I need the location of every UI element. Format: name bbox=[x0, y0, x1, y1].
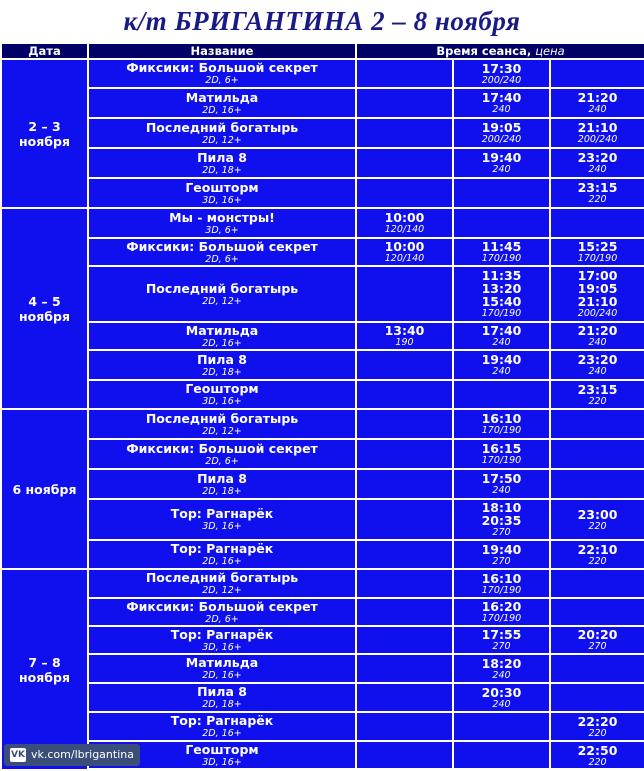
movie-title: Фиксики: Большой секрет bbox=[126, 440, 318, 456]
movie-cell bbox=[88, 178, 356, 208]
movie-format: 2D, 16+ bbox=[202, 670, 242, 681]
ticket-price: 170/190 bbox=[577, 253, 618, 264]
movie-title: Матильда bbox=[185, 655, 259, 670]
showtime-cell bbox=[453, 741, 550, 770]
showtime-cell bbox=[550, 178, 644, 208]
table-row bbox=[1, 380, 644, 409]
movie-title: Тор: Рагнарёк bbox=[170, 541, 274, 556]
showtime-cell bbox=[453, 238, 550, 266]
column-header-name: Название bbox=[88, 43, 356, 59]
movie-title: Тор: Рагнарёк bbox=[170, 713, 274, 728]
movie-title: Фиксики: Большой секрет bbox=[126, 598, 318, 614]
movie-cell bbox=[88, 266, 356, 322]
ticket-price: 220 bbox=[588, 395, 607, 407]
showtime-cell bbox=[550, 208, 644, 238]
ticket-price: 240 bbox=[492, 104, 511, 115]
movie-cell bbox=[88, 683, 356, 712]
showtime-cell bbox=[550, 741, 644, 770]
showtime-cell bbox=[550, 59, 644, 88]
showtime-cell bbox=[550, 569, 644, 598]
vk-link-text: vk.com/lbrigantina bbox=[31, 748, 134, 761]
showtime: 19:40 bbox=[481, 541, 522, 557]
showtime-cell bbox=[550, 712, 644, 741]
movie-cell bbox=[88, 439, 356, 469]
showtime: 13:20 bbox=[481, 281, 522, 296]
movie-format: 2D, 18+ bbox=[202, 485, 242, 497]
showtime-cell bbox=[356, 469, 453, 499]
table-row bbox=[1, 569, 644, 598]
showtime-cell bbox=[356, 148, 453, 178]
table-row bbox=[1, 540, 644, 569]
header-row bbox=[1, 43, 644, 59]
column-header-time bbox=[356, 43, 644, 59]
ticket-price: 240 bbox=[588, 164, 607, 175]
ticket-price: 240 bbox=[588, 366, 607, 377]
showtime: 16:20 bbox=[481, 599, 522, 614]
table-row bbox=[1, 59, 644, 88]
ticket-price: 170/190 bbox=[481, 584, 522, 596]
showtime: 13:40 bbox=[384, 323, 425, 338]
movie-cell bbox=[88, 59, 356, 88]
showtime: 11:35 bbox=[481, 268, 522, 283]
column-header-time-hint: цена bbox=[535, 44, 565, 58]
showtime-cell bbox=[356, 88, 453, 118]
showtime: 17:30 bbox=[481, 60, 522, 76]
showtime-cell bbox=[550, 322, 644, 350]
movie-title: Пила 8 bbox=[197, 149, 247, 165]
showtime-cell bbox=[453, 409, 550, 439]
movie-format: 2D, 16+ bbox=[202, 104, 242, 116]
ticket-price: 170/190 bbox=[481, 425, 522, 436]
movie-title: Пила 8 bbox=[197, 684, 247, 699]
showtime-cell bbox=[550, 118, 644, 148]
movie-cell bbox=[88, 469, 356, 499]
showtime-cell bbox=[356, 59, 453, 88]
ticket-price: 220 bbox=[588, 194, 607, 205]
ticket-price: 240 bbox=[588, 104, 607, 115]
movie-title: Тор: Рагнарёк bbox=[170, 626, 274, 642]
movie-title: Мы - монстры! bbox=[169, 209, 275, 225]
ticket-price: 220 bbox=[588, 727, 607, 739]
showtime: 19:05 bbox=[481, 120, 522, 135]
showtime: 20:20 bbox=[577, 627, 618, 642]
movie-title: Пила 8 bbox=[197, 351, 247, 367]
showtime: 20:35 bbox=[481, 513, 522, 528]
showtime-cell bbox=[356, 683, 453, 712]
page-title: к/т БРИГАНТИНА 2 – 8 ноября bbox=[123, 6, 521, 36]
showtime-cell bbox=[550, 439, 644, 469]
showtime-cell bbox=[356, 178, 453, 208]
showtime: 18:10 bbox=[481, 500, 522, 515]
showtime-cell bbox=[550, 654, 644, 683]
movie-format: 3D, 6+ bbox=[205, 224, 239, 236]
movie-title: Геошторм bbox=[185, 179, 259, 195]
ticket-price: 220 bbox=[588, 756, 607, 768]
showtime-cell bbox=[453, 439, 550, 469]
movie-cell bbox=[88, 350, 356, 380]
showtime-cell bbox=[356, 409, 453, 439]
movie-cell bbox=[88, 712, 356, 741]
showtime-cell bbox=[453, 654, 550, 683]
movie-cell bbox=[88, 118, 356, 148]
showtime-cell bbox=[356, 380, 453, 409]
showtime: 22:50 bbox=[577, 742, 618, 758]
movie-format: 2D, 16+ bbox=[202, 556, 242, 567]
showtime-cell bbox=[356, 598, 453, 626]
ticket-price: 240 bbox=[492, 366, 511, 377]
table-row bbox=[1, 208, 644, 238]
showtime-cell bbox=[550, 148, 644, 178]
showtime: 23:15 bbox=[577, 381, 618, 397]
schedule-sheet bbox=[0, 42, 644, 768]
table-row bbox=[1, 178, 644, 208]
table-row bbox=[1, 238, 644, 266]
ticket-price: 240 bbox=[492, 164, 511, 175]
showtime-cell bbox=[356, 350, 453, 380]
movie-format: 3D, 16+ bbox=[202, 641, 242, 653]
ticket-price: 270 bbox=[492, 555, 511, 567]
ticket-price: 120/140 bbox=[384, 224, 425, 235]
movie-format: 2D, 16+ bbox=[202, 728, 242, 739]
showtime-cell bbox=[453, 499, 550, 540]
showtime: 19:05 bbox=[577, 281, 618, 296]
showtime: 19:40 bbox=[481, 150, 522, 165]
showtime: 15:25 bbox=[577, 239, 618, 254]
table-row bbox=[1, 499, 644, 540]
showtime-cell bbox=[453, 469, 550, 499]
showtime-cell bbox=[453, 88, 550, 118]
movie-cell bbox=[88, 569, 356, 598]
showtime: 17:40 bbox=[481, 90, 522, 105]
movie-cell bbox=[88, 380, 356, 409]
table-row bbox=[1, 712, 644, 741]
ticket-price: 170/190 bbox=[481, 308, 522, 319]
schedule-table bbox=[0, 42, 644, 771]
showtime-cell bbox=[453, 350, 550, 380]
table-row bbox=[1, 439, 644, 469]
movie-title: Последний богатырь bbox=[145, 570, 299, 585]
movie-format: 2D, 18+ bbox=[202, 699, 242, 710]
movie-title: Последний богатырь bbox=[145, 410, 299, 426]
movie-title: Последний богатырь bbox=[145, 119, 299, 135]
movie-format: 2D, 6+ bbox=[205, 455, 239, 467]
showtime-cell bbox=[453, 598, 550, 626]
movie-cell bbox=[88, 88, 356, 118]
movie-title: Последний богатырь bbox=[145, 280, 299, 296]
date-cell: 7 – 8 ноября bbox=[1, 569, 88, 770]
showtime: 10:00 bbox=[384, 239, 425, 254]
showtime: 17:40 bbox=[481, 323, 522, 338]
showtime-cell bbox=[453, 322, 550, 350]
column-header-time-label: Время сеанса, bbox=[436, 44, 532, 58]
showtime: 15:40 bbox=[481, 294, 522, 309]
showtime: 20:30 bbox=[481, 684, 522, 700]
movie-title: Тор: Рагнарёк bbox=[170, 506, 274, 521]
ticket-price: 270 bbox=[492, 641, 511, 652]
ticket-price: 240 bbox=[492, 337, 511, 348]
ticket-price: 240 bbox=[492, 669, 511, 681]
showtime-cell bbox=[453, 148, 550, 178]
movie-cell bbox=[88, 540, 356, 569]
showtime-cell bbox=[550, 683, 644, 712]
movie-format: 2D, 12+ bbox=[202, 425, 242, 437]
showtime: 23:15 bbox=[577, 180, 618, 195]
table-row bbox=[1, 683, 644, 712]
ticket-price: 170/190 bbox=[481, 253, 522, 264]
showtime: 10:00 bbox=[384, 210, 425, 225]
showtime-cell bbox=[453, 118, 550, 148]
movie-cell bbox=[88, 238, 356, 266]
showtime-cell bbox=[356, 118, 453, 148]
showtime: 21:10 bbox=[577, 294, 618, 309]
column-header-date: Дата bbox=[1, 43, 88, 59]
table-row bbox=[1, 654, 644, 683]
showtime: 21:10 bbox=[577, 120, 618, 135]
showtime: 17:55 bbox=[481, 627, 522, 642]
showtime: 22:20 bbox=[577, 713, 618, 729]
showtime: 17:00 bbox=[577, 268, 618, 283]
showtime: 18:20 bbox=[481, 655, 522, 671]
showtime: 16:10 bbox=[481, 411, 522, 426]
ticket-price: 270 bbox=[588, 641, 607, 652]
showtime: 23:20 bbox=[577, 352, 618, 367]
showtime-cell bbox=[356, 499, 453, 540]
movie-format: 3D, 16+ bbox=[202, 757, 242, 768]
table-row bbox=[1, 322, 644, 350]
movie-format: 2D, 12+ bbox=[202, 295, 242, 307]
ticket-price: 240 bbox=[492, 698, 511, 710]
ticket-price: 220 bbox=[588, 520, 607, 532]
movie-format: 3D, 16+ bbox=[202, 396, 242, 407]
showtime-cell bbox=[356, 208, 453, 238]
movie-format: 3D, 16+ bbox=[202, 194, 242, 206]
ticket-price: 200/240 bbox=[481, 74, 522, 86]
ticket-price: 220 bbox=[588, 555, 607, 567]
showtime-cell bbox=[453, 59, 550, 88]
showtime-cell bbox=[453, 208, 550, 238]
movie-format: 2D, 6+ bbox=[205, 75, 239, 86]
showtime-cell bbox=[550, 540, 644, 569]
showtime: 16:10 bbox=[481, 570, 522, 586]
ticket-price: 200/240 bbox=[577, 308, 618, 319]
movie-format: 2D, 18+ bbox=[202, 164, 242, 176]
ticket-price: 120/140 bbox=[384, 253, 425, 264]
showtime-cell bbox=[550, 350, 644, 380]
showtime: 16:15 bbox=[481, 441, 522, 456]
ticket-price: 270 bbox=[492, 527, 511, 538]
movie-cell bbox=[88, 409, 356, 439]
showtime-cell bbox=[453, 683, 550, 712]
movie-cell bbox=[88, 148, 356, 178]
showtime-cell bbox=[453, 540, 550, 569]
movie-cell bbox=[88, 322, 356, 350]
showtime-cell bbox=[356, 741, 453, 770]
table-row bbox=[1, 409, 644, 439]
movie-format: 2D, 18+ bbox=[202, 366, 242, 378]
movie-cell bbox=[88, 654, 356, 683]
showtime-cell bbox=[550, 626, 644, 654]
showtime: 21:20 bbox=[577, 90, 618, 105]
movie-title: Геошторм bbox=[185, 742, 259, 757]
showtime-cell bbox=[550, 499, 644, 540]
ticket-price: 170/190 bbox=[481, 455, 522, 466]
vk-icon: VK bbox=[11, 750, 25, 760]
date-cell: 2 – 3 ноября bbox=[1, 59, 88, 208]
showtime-cell bbox=[550, 380, 644, 409]
ticket-price: 200/240 bbox=[577, 134, 618, 145]
movie-cell bbox=[88, 626, 356, 654]
showtime-cell bbox=[550, 409, 644, 439]
movie-format: 2D, 6+ bbox=[205, 613, 239, 625]
movie-title: Геошторм bbox=[185, 381, 259, 396]
showtime: 22:10 bbox=[577, 541, 618, 557]
showtime-cell bbox=[356, 626, 453, 654]
showtime-cell bbox=[453, 380, 550, 409]
movie-format: 2D, 12+ bbox=[202, 134, 242, 146]
date-cell: 6 ноября bbox=[1, 409, 88, 569]
showtime: 23:00 bbox=[577, 506, 618, 522]
showtime-cell bbox=[356, 322, 453, 350]
movie-format: 2D, 12+ bbox=[202, 585, 242, 596]
table-row bbox=[1, 350, 644, 380]
ticket-price: 240 bbox=[492, 485, 511, 496]
showtime-cell bbox=[453, 569, 550, 598]
ticket-price: 190 bbox=[395, 337, 414, 348]
showtime-cell bbox=[453, 178, 550, 208]
showtime-cell bbox=[453, 626, 550, 654]
schedule-body bbox=[1, 59, 644, 770]
showtime-cell bbox=[356, 712, 453, 741]
showtime-cell bbox=[356, 266, 453, 322]
showtime-cell bbox=[550, 469, 644, 499]
showtime: 23:20 bbox=[577, 150, 618, 165]
showtime-cell bbox=[356, 569, 453, 598]
showtime: 11:45 bbox=[481, 239, 522, 254]
showtime-cell bbox=[356, 540, 453, 569]
movie-cell bbox=[88, 499, 356, 540]
showtime-cell bbox=[356, 654, 453, 683]
table-row bbox=[1, 118, 644, 148]
table-row bbox=[1, 148, 644, 178]
date-cell: 4 – 5 ноября bbox=[1, 208, 88, 409]
vk-link[interactable] bbox=[4, 744, 140, 766]
movie-format: 2D, 6+ bbox=[205, 253, 239, 265]
ticket-price: 170/190 bbox=[481, 613, 522, 624]
movie-cell bbox=[88, 598, 356, 626]
showtime: 19:40 bbox=[481, 352, 522, 367]
movie-title: Матильда bbox=[185, 89, 259, 105]
table-row bbox=[1, 88, 644, 118]
showtime-cell bbox=[356, 439, 453, 469]
showtime-cell bbox=[550, 598, 644, 626]
movie-title: Матильда bbox=[185, 322, 259, 338]
movie-format: 3D, 16+ bbox=[202, 521, 242, 532]
table-row bbox=[1, 626, 644, 654]
table-row bbox=[1, 598, 644, 626]
movie-title: Пила 8 bbox=[197, 470, 247, 486]
movie-title: Фиксики: Большой секрет bbox=[126, 60, 318, 75]
movie-format: 2D, 16+ bbox=[202, 337, 242, 349]
showtime: 17:50 bbox=[481, 471, 522, 486]
showtime-cell bbox=[550, 266, 644, 322]
showtime-cell bbox=[453, 266, 550, 322]
showtime-cell bbox=[453, 712, 550, 741]
ticket-price: 200/240 bbox=[481, 134, 522, 145]
ticket-price: 240 bbox=[588, 337, 607, 348]
showtime: 21:20 bbox=[577, 323, 618, 338]
showtime-cell bbox=[356, 238, 453, 266]
movie-cell bbox=[88, 208, 356, 238]
showtime-cell bbox=[550, 88, 644, 118]
table-row bbox=[1, 469, 644, 499]
showtime-cell bbox=[550, 238, 644, 266]
movie-title: Фиксики: Большой секрет bbox=[126, 238, 318, 254]
table-row bbox=[1, 266, 644, 322]
